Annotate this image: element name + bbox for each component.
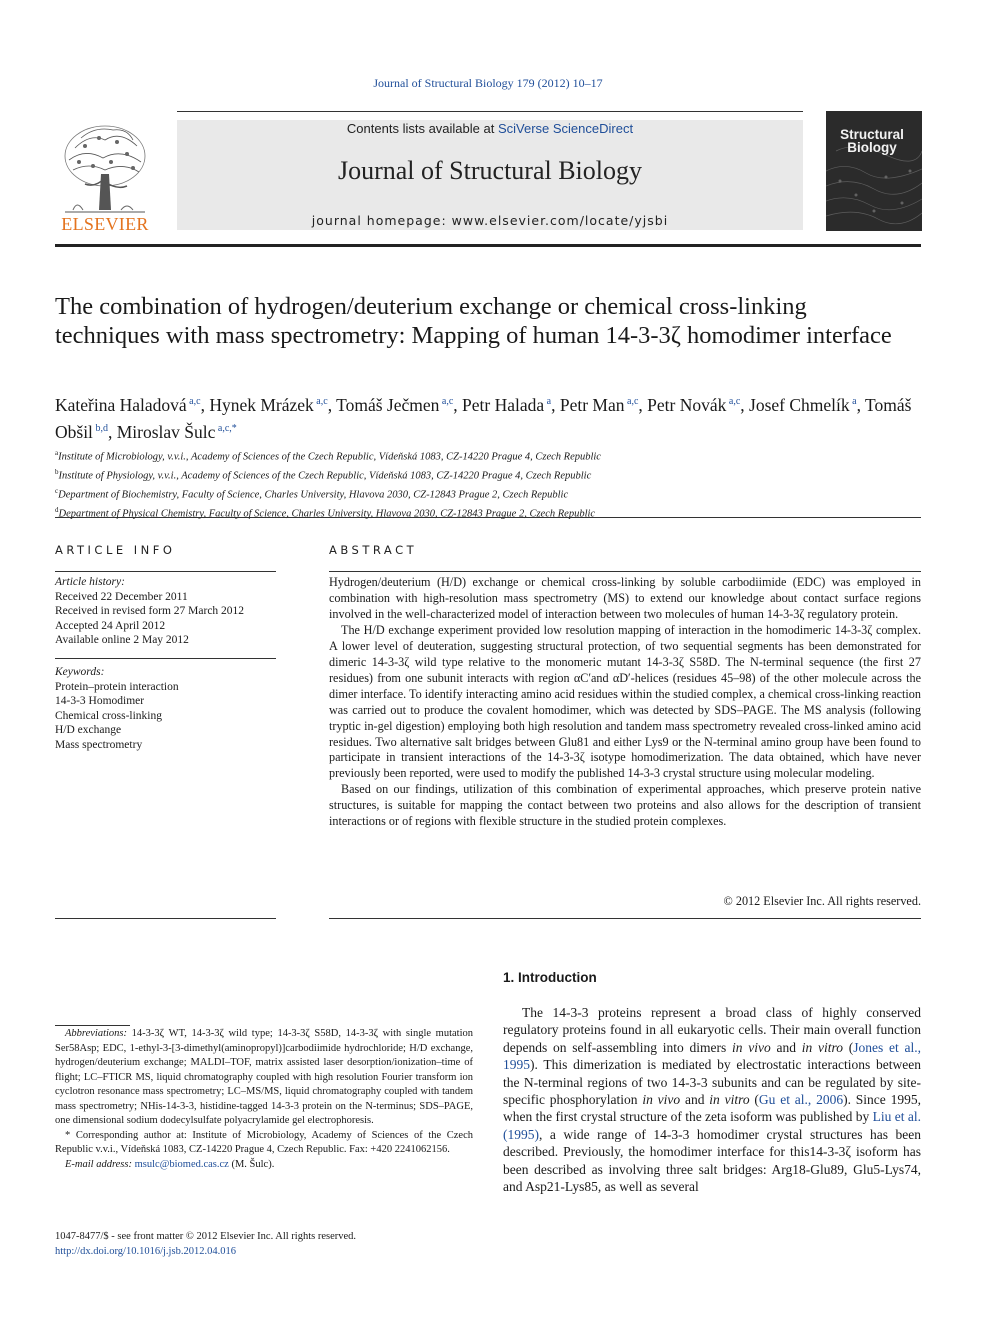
intro-text: The 14-3-3 proteins represent a broad class of highly conserved regulatory proteins found in all eukaryotic cells. Their main overall function depends on self-assembling into dimers	[503, 1005, 921, 1055]
affiliation-text: Institute of Microbiology, v.v.i., Academy of Sciences of the Czech Republic, Vídeňská 1083, CZ-14220 Prague 4, Czech Republic	[58, 451, 601, 463]
cover-title: Structural Biology	[840, 127, 904, 155]
corresponding-author-footnote: * Corresponding author at: Institute of Microbiology, Academy of Sciences of the Czech Republic v.v.i., Vídeňská 1083, CZ-14220 Prague 4, Czech Republic. Fax: +420 2241062156.	[55, 1129, 473, 1155]
author-name: Hynek Mrázek	[209, 394, 314, 415]
history-label: Article history:	[55, 576, 125, 588]
abbreviations-text: 14-3-3ζ WT, 14-3-3ζ wild type; 14-3-3ζ S58D, 14-3-3ζ with single mutation Ser58Asp; EDC, 1-ethyl-3-[3-dimethyl(aminopropyl)]carbodiimide hydrochloride; H/D exchange, hydrogen/deuterium exchange; MALDI–TOF, matrix assisted laser desorption/ionization–time of flight; LC–FTICR MS, liquid chromatography coupled with high resolution Fourier transform ion cyclotron resonance mass spectrometry; LC–MS/MS, liquid chromatography coupled with tandem mass spectrometry; NHis-14-3-3, histidine-tagged 14-3-3 protein on the N-terminus; SDS–PAGE, one dimensional sodium dodecylsulfate polyacrylamide gel electrophoresis.	[55, 1028, 473, 1126]
author-affiliation-marker[interactable]: a,c	[726, 396, 741, 407]
intro-text: and	[770, 1039, 802, 1055]
author-separator: ,	[638, 394, 648, 415]
masthead-bottom-rule	[55, 244, 921, 247]
journal-citation[interactable]: Journal of Structural Biology 179 (2012) 10–17	[373, 76, 603, 90]
keywords-list	[55, 680, 276, 753]
affiliation-list	[55, 446, 925, 522]
affiliation-text: Department of Physical Chemistry, Faculty of Science, Charles University, Hlavova 2030, CZ-12843 Prague 2, Czech Republic	[58, 508, 596, 520]
intro-italic: in vivo	[642, 1092, 681, 1108]
intro-text: ). Since 1995, when the first crystal structure of the zeta isoform was published by	[503, 1092, 921, 1125]
affiliation-key: a	[55, 449, 59, 457]
author-name: Tomáš Ječmen	[336, 394, 440, 415]
author-separator: ,	[453, 394, 463, 415]
abbreviations-label: Abbreviations:	[65, 1028, 128, 1039]
issn-block	[55, 1230, 473, 1259]
abstract-paragraph: Hydrogen/deuterium (H/D) exchange or chemical cross-linking by soluble carbodiimide (EDC) was employed in combination with high-resolution mass spectrometry (MS) to extend our knowledge about contact surface regions involved in the well-characterized model of interaction between two molecules of human 14-3-3ζ regulatory protein.	[329, 575, 921, 621]
author	[560, 395, 639, 415]
affiliation-key: d	[55, 506, 59, 514]
affiliation-key: b	[55, 468, 59, 476]
author-list	[55, 390, 925, 444]
abbreviations-footnote	[55, 1027, 473, 1129]
intro-text: ). This dimerization is mediated by electrostatic interactions between the N-terminal regions of two 14-3-3 subunits and can be regulated by site-specific phosphorylation	[503, 1057, 921, 1108]
abstract-rule	[329, 571, 921, 572]
email-label: E-mail address:	[65, 1158, 132, 1170]
author-name: Petr Halada	[462, 394, 545, 415]
author	[55, 395, 201, 415]
introduction-paragraph	[503, 1004, 921, 1195]
author-affiliation-marker[interactable]: a,c	[439, 396, 454, 407]
author	[117, 422, 237, 442]
homepage-prefix: journal homepage:	[311, 213, 452, 228]
issn-line: 1047-8477/$ - see front matter © 2012 Elsevier Inc. All rights reserved.	[55, 1231, 357, 1242]
affiliation-key: c	[55, 487, 59, 495]
paper-title: The combination of hydrogen/deuterium exchange or chemical cross-linking techniques with mass spectrometry: Mapping of human 14-3-3ζ homodimer interface	[55, 293, 892, 349]
intro-italic: in vivo	[731, 1039, 771, 1055]
intro-text: , a wide range of 14-3-3 homodimer crystal structures has been described. Previously, the homodimer interface for this14-3-3ζ isoform has been described as involving three salt bridges: Arg18-Glu89, Glu5-Lys74, and Asp21-Lys85, as well as several	[503, 1126, 921, 1195]
keyword-item: 14-3-3 Homodimer	[55, 695, 145, 707]
affiliation	[55, 465, 925, 484]
abstract-body	[329, 575, 921, 830]
citation-link-jones-1995[interactable]: Jones et al., 1995	[503, 1039, 921, 1073]
author-name: Miroslav Šulc	[116, 421, 216, 442]
author-affiliation-marker[interactable]: b,d	[92, 422, 108, 434]
keyword-item: Chemical cross-linking	[55, 709, 162, 722]
email-suffix: (M. Šulc).	[228, 1158, 275, 1170]
affiliation-text: Department of Biochemistry, Faculty of Science, Charles University, Hlavova 2030, CZ-12843 Prague 2, Czech Republic	[58, 489, 569, 501]
abstract-paragraph: The H/D exchange experiment provided low resolution mapping of interaction in the homodimeric 14-3-3ζ complex. A lower level of deuteration, suggesting structural protection, of two sequential segments has been demonstrated for dimeric 14-3-3ζ wild type relative to the monomeric mutant 14-3-3ζ S58D. The N-terminal sequence (the first 27 residues) from one subunit interacts with region αC′and αD′-helices (residues 45–98) of the other molecule across the dimer interface. To identify interacting amino acid residues within the studied complex, a chemical cross-linking reaction was carried out to produce the covalent homodimer, which was detected by SDS–PAGE. The MS analysis (following tryptic in-gel digestion) employing both high resolution and tandem mass spectrometry revealed cross-linked amino acid residues. Two alternative salt bridges between Glu81 and either Lys9 or the N-terminal amino group have been found to participate in transient interactions of the 14-3-3ζ isotype homodimerization. The data obtained, which have never previously been reported, were used to modify the published 14-3-3 crystal structure using molecular modeling.	[329, 622, 921, 781]
author-affiliation-marker[interactable]: a,c	[624, 396, 639, 407]
author-affiliation-marker[interactable]: a,c,*	[215, 422, 237, 434]
email-link[interactable]: msulc@biomed.cas.cz	[134, 1158, 229, 1170]
history-list	[55, 590, 276, 648]
author-name: Petr Man	[559, 394, 625, 415]
intro-text: (	[842, 1039, 854, 1055]
affiliation-divider	[55, 517, 921, 518]
keyword-item: Protein–protein interaction	[55, 680, 179, 693]
journal-name: Journal of Structural Biology	[337, 156, 642, 185]
author-name: Petr Novák	[647, 394, 727, 415]
author	[462, 395, 551, 415]
affiliation	[55, 503, 925, 522]
history-item: Received in revised form 27 March 2012	[55, 605, 245, 617]
article-info-heading: ARTICLE INFO	[55, 543, 176, 557]
author	[209, 395, 327, 415]
intro-italic: in vitro	[801, 1039, 843, 1055]
author-affiliation-marker[interactable]: a	[544, 396, 552, 407]
author-name: Kateřina Haladová	[55, 394, 187, 415]
author-affiliation-marker[interactable]: a,c	[313, 396, 328, 407]
author-name: Josef Chmelík	[749, 394, 850, 415]
intro-text: and	[680, 1092, 710, 1108]
author	[749, 395, 857, 415]
article-info-rule	[55, 571, 276, 572]
article-info-bottom-rule	[55, 918, 276, 919]
author-separator: ,	[200, 394, 210, 415]
doi-link[interactable]: http://dx.doi.org/10.1016/j.jsb.2012.04.016	[55, 1245, 236, 1257]
elsevier-wordmark: ELSEVIER	[61, 214, 149, 234]
introduction-heading: 1. Introduction	[503, 970, 597, 985]
author-separator: ,	[856, 394, 866, 415]
journal-homepage	[177, 213, 803, 228]
affiliation-text: Institute of Physiology, v.v.i., Academy of Sciences of the Czech Republic, Vídeňská 1083, CZ-14220 Prague 4, Czech Republic	[58, 470, 592, 482]
abstract-paragraph: Based on our findings, utilization of this combination of experimental approaches, which preserve protein native structures, is suitable for mapping the contact between two proteins and also allows for the description of transient interactions or of regions with flexible structure in the studied protein complexes.	[329, 782, 921, 829]
keyword-item: Mass spectrometry	[55, 738, 143, 751]
contents-prefix: Contents lists available at	[346, 121, 498, 136]
contents-availability	[177, 121, 803, 136]
affiliation	[55, 446, 925, 465]
keyword-item: H/D exchange	[55, 724, 122, 736]
author-affiliation-marker[interactable]: a	[849, 396, 857, 407]
author-separator: ,	[327, 394, 337, 415]
author	[336, 395, 453, 415]
citation-link-liu-1995[interactable]: Liu et al. (1995)	[503, 1109, 922, 1142]
article-history	[55, 575, 276, 648]
author-affiliation-marker[interactable]: a,c	[186, 396, 201, 407]
author-separator: ,	[551, 394, 560, 415]
history-item: Accepted 24 April 2012	[55, 619, 166, 632]
author-separator: ,	[740, 394, 750, 415]
keywords-section	[55, 665, 276, 752]
history-item: Available online 2 May 2012	[55, 634, 189, 646]
homepage-link[interactable]: www.elsevier.com/locate/yjsbi	[451, 213, 669, 228]
citation-link-gu-2006[interactable]: Gu et al., 2006	[758, 1092, 844, 1108]
intro-text: (	[749, 1092, 759, 1108]
footnotes	[55, 1027, 473, 1172]
footnote-rule	[55, 1025, 130, 1026]
copyright-notice: © 2012 Elsevier Inc. All rights reserved.	[723, 894, 921, 908]
abstract-heading: ABSTRACT	[329, 543, 418, 557]
abstract-bottom-rule	[329, 918, 921, 919]
affiliation	[55, 484, 925, 503]
history-item: Received 22 December 2011	[55, 590, 188, 603]
sciencedirect-link[interactable]: SciVerse ScienceDirect	[497, 121, 634, 136]
author-separator: ,	[107, 421, 117, 442]
email-footnote	[55, 1158, 473, 1173]
masthead-top-rule	[177, 111, 803, 112]
keywords-rule	[55, 658, 276, 659]
author-name: Tomáš Obšil	[55, 394, 912, 442]
intro-italic: in vitro	[709, 1092, 750, 1108]
keywords-label: Keywords:	[55, 666, 105, 678]
author	[647, 395, 740, 415]
